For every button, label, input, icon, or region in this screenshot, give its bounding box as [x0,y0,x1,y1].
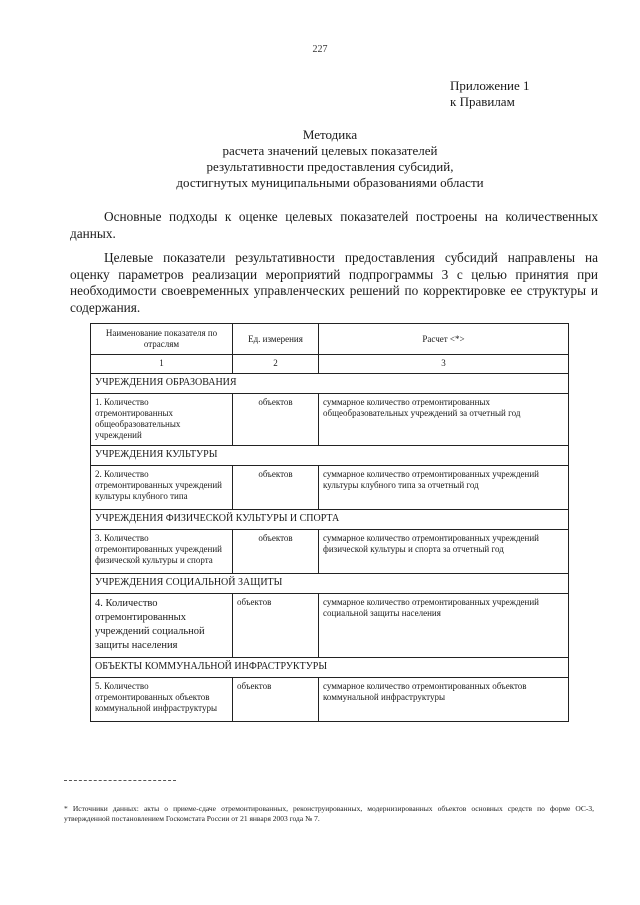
table-row [91,394,569,446]
indicator-name: 5. Количество отремонтированных объектов коммунальной инфраструктуры [91,678,233,722]
footnote-divider [64,780,176,781]
table-row [91,594,569,658]
indicators-table [90,323,569,722]
method-subtitle-2: результативности предоставления субсидий, [206,159,454,174]
section-title: УЧРЕЖДЕНИЯ КУЛЬТУРЫ [91,446,569,466]
indicator-calculation: суммарное количество отремонтированных учреждений физической культуры и спорта за отчетный год [319,530,569,574]
footnote: * Источники данных: акты о приеме-сдаче отремонтированных, реконструированных, модернизированных объектов основных средств по форме ОС-3, утвержденной постановлением Госкомстата России от 21 января 2003 года № 7. [64,804,594,823]
method-subtitle-3: достигнутых муниципальными образованиями области [176,175,484,190]
header-indicator-name: Наименование показателя по отраслям [91,324,233,355]
indicator-unit: объектов [233,594,319,658]
page-number: 227 [312,44,328,55]
intro-text [70,209,598,316]
column-number: 3 [319,355,569,374]
indicator-calculation: суммарное количество отремонтированных общеобразовательных учреждений за отчетный год [319,394,569,446]
section-title: УЧРЕЖДЕНИЯ ФИЗИЧЕСКОЙ КУЛЬТУРЫ И СПОРТА [91,510,569,530]
appendix-label [450,78,530,110]
paragraph-2: Целевые показатели результативности предоставления субсидий направлены на оценку параметров реализации мероприятий подпрограммы 3 с целью принятия при необходимости своевременных управленческих решений по корректировке ее структуры и содержания. [70,250,598,315]
table-column-numbers-row [91,355,569,374]
method-subtitle-1: расчета значений целевых показателей [222,143,438,158]
section-title: ОБЪЕКТЫ КОММУНАЛЬНОЙ ИНФРАСТРУКТУРЫ [91,658,569,678]
table-header-row [91,324,569,355]
indicator-unit: объектов [233,394,319,446]
indicator-unit: объектов [233,466,319,510]
section-row [91,374,569,394]
header-calculation: Расчет <*> [319,324,569,355]
section-title: УЧРЕЖДЕНИЯ ОБРАЗОВАНИЯ [91,374,569,394]
indicator-unit: объектов [233,678,319,722]
indicator-name: 4. Количество отремонтированных учреждений социальной защиты населения [91,594,233,658]
paragraph-1: Основные подходы к оценке целевых показателей построены на количественных данных. [70,209,598,241]
table-row [91,466,569,510]
indicator-calculation: суммарное количество отремонтированных объектов коммунальной инфраструктуры [319,678,569,722]
section-row [91,658,569,678]
indicator-name: 3. Количество отремонтированных учреждений физической культуры и спорта [91,530,233,574]
table-row [91,678,569,722]
column-number: 2 [233,355,319,374]
indicator-name: 1. Количество отремонтированных общеобразовательных учреждений [91,394,233,446]
indicator-calculation: суммарное количество отремонтированных учреждений культуры клубного типа за отчетный год [319,466,569,510]
header-unit: Ед. измерения [233,324,319,355]
section-title: УЧРЕЖДЕНИЯ СОЦИАЛЬНОЙ ЗАЩИТЫ [91,574,569,594]
indicator-name: 2. Количество отремонтированных учреждений культуры клубного типа [91,466,233,510]
section-row [91,574,569,594]
indicator-unit: объектов [233,530,319,574]
appendix-line-1: Приложение 1 [450,78,530,93]
method-title-block [100,127,560,191]
section-row [91,446,569,466]
indicator-calculation: суммарное количество отремонтированных учреждений социальной защиты населения [319,594,569,658]
method-title: Методика [302,127,358,142]
column-number: 1 [91,355,233,374]
appendix-line-2: к Правилам [450,94,515,109]
section-row [91,510,569,530]
table-row [91,530,569,574]
